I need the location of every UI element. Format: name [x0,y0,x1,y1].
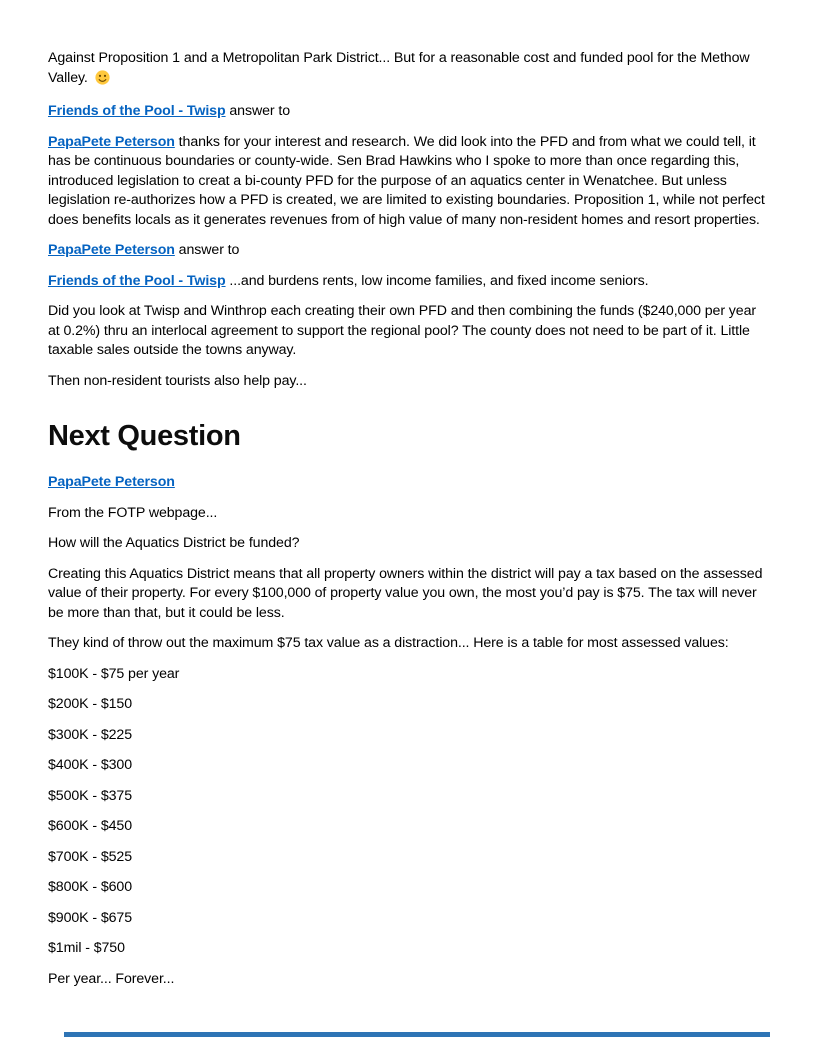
tax-value-row [48,787,768,807]
paragraph-text: Then non-resident tourists also help pay... [48,372,307,389]
tax-value-row [48,939,768,959]
paragraph-interlocal [48,302,768,361]
tax-value-text: $900K - $675 [48,909,132,926]
link-friends-of-the-pool-twisp[interactable]: Friends of the Pool - Twisp [48,272,226,289]
paragraph-intro [48,49,768,91]
tax-value-text: $700K - $525 [48,848,132,865]
paragraph-text: Creating this Aquatics District means that all property owners within the district will pay a tax based on the assessed value of their property. For every $100,000 of property value you own, the most you’d pay is $75. The tax will never be more than that, but it could be less. [48,565,763,621]
paragraph-text: Did you look at Twisp and Winthrop each creating their own PFD and then combining the funds ($240,000 per year at 0.2%) thru an interlocal agreement to support the regional pool? The county does not need to be part of it. Little taxable sales outside the towns anyway. [48,303,756,358]
link-friends-of-the-pool-twisp[interactable]: Friends of the Pool - Twisp [48,103,226,119]
paragraph-funding-question [48,534,768,554]
tax-value-text: $300K - $225 [48,726,132,743]
paragraph-fotp-webpage [48,504,768,524]
tax-value-text: $800K - $600 [48,879,132,895]
tax-value-text: $500K - $375 [48,787,132,804]
link-papapete-peterson[interactable]: PapaPete Peterson [48,474,175,490]
paragraph-tax-explanation [48,565,768,624]
bottom-blue-bar [64,1032,770,1037]
paragraph-text: They kind of throw out the maximum $75 tax value as a distraction... Here is a table for most assessed values: [48,635,729,651]
paragraph-distraction [48,634,768,654]
paragraph-text: answer to [174,242,240,258]
heading-next-question: Next Question [48,420,241,452]
paragraph-text: Against Proposition 1 and a Metropolitan Park District... But for a reasonable cost and funded pool for the Methow Valley. [48,50,750,86]
paragraph-papapete-answer-to [48,241,768,261]
tax-value-text: $100K - $75 per year [48,665,180,682]
tax-value-text: $600K - $450 [48,818,132,834]
tax-value-row [48,756,768,776]
paragraph-text: Per year... Forever... [48,970,175,987]
tax-value-row [48,878,768,898]
paragraph-burdens [48,272,768,292]
tax-value-row [48,665,768,685]
tax-value-row [48,848,768,868]
tax-value-row [48,817,768,837]
paragraph-per-year-forever [48,970,768,990]
tax-value-row [48,726,768,746]
link-papapete-peterson[interactable]: PapaPete Peterson [48,133,175,150]
tax-value-text: $200K - $150 [48,696,132,712]
paragraph-text: ...and burdens rents, low income families, and fixed income seniors. [225,272,649,289]
tax-value-row [48,695,768,715]
paragraph-text: thanks for your interest and research. We did look into the PFD and from what we could tell, it has be continuous boundaries or county-wide. Sen Brad Hawkins who I spoke to more than once regarding this, introduced legislation to creat a bi-county PFD for the purpose of an aquatics center in Wenatchee. But unless legislation re-authorizes how a PFD is created, we are limited to existing boundaries. Proposition 1, while not perfect does benefits locals as it generates revenues from of high value of many non-resident homes and resort properties. [48,133,765,228]
tax-value-row [48,909,768,929]
smiley-emoji-icon [95,70,110,92]
paragraph-fotp-reply [48,133,768,231]
paragraph-tourists [48,372,768,392]
paragraph-text: How will the Aquatics District be funded? [48,535,300,551]
paragraph-papapete-link [48,473,768,493]
tax-value-text: $400K - $300 [48,757,132,773]
paragraph-fotp-answer-to [48,102,768,122]
paragraph-text: answer to [225,103,290,119]
paragraph-text: From the FOTP webpage... [48,504,218,521]
link-papapete-peterson[interactable]: PapaPete Peterson [48,242,175,258]
tax-value-text: $1mil - $750 [48,940,125,956]
